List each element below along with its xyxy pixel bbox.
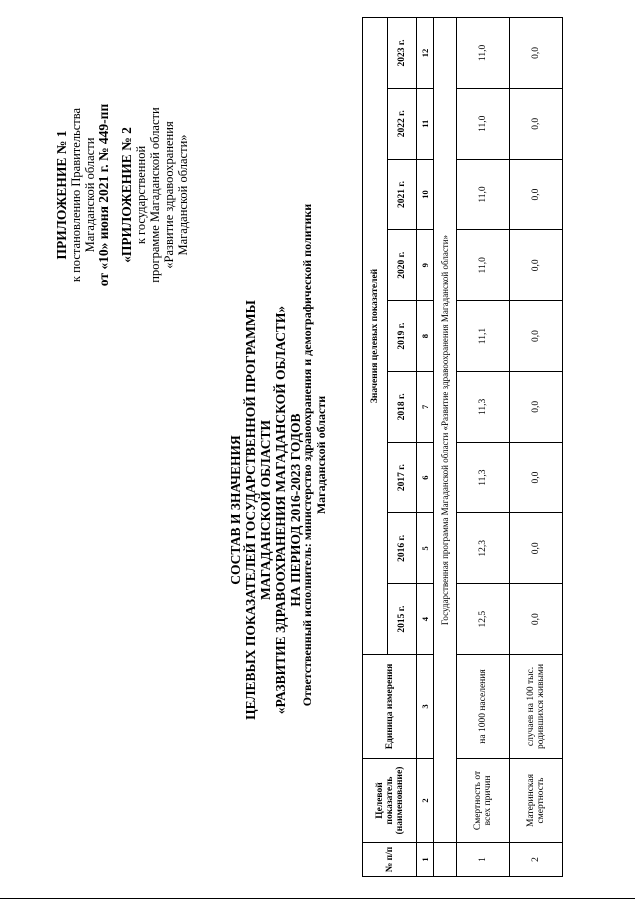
header-indicator: Целевой показатель (наименование)	[363, 759, 417, 843]
row-value: 0,0	[510, 230, 563, 301]
row-indicator: Материнская смертность	[510, 759, 563, 843]
header-year: 2015 г.	[388, 584, 417, 655]
table-row	[510, 18, 563, 877]
appendix-line: к государственной	[134, 145, 148, 245]
table-header-row	[363, 18, 388, 877]
appendix-line: к постановлению Правительства	[69, 107, 83, 283]
col-number: 10	[417, 159, 434, 230]
row-value: 12,3	[457, 513, 510, 584]
appendix-header	[55, 45, 190, 345]
table-row	[457, 18, 510, 877]
executor-line: Магаданской области	[314, 395, 328, 515]
header-year: 2021 г.	[388, 159, 417, 230]
col-number: 8	[417, 301, 434, 372]
header-year: 2023 г.	[388, 18, 417, 89]
row-value: 0,0	[510, 513, 563, 584]
row-unit: случаев на 100 тыс. родившихся живыми	[510, 655, 563, 759]
title-line: ЦЕЛЕВЫХ ПОКАЗАТЕЛЕЙ ГОСУДАРСТВЕННОЙ ПРОГРАММЫ МАГАДАНСКОЙ ОБЛАСТИ	[243, 300, 273, 720]
title-line: СОСТАВ И ЗНАЧЕНИЯ	[228, 435, 243, 585]
header-values-group: Значения целевых показателей	[363, 18, 388, 655]
col-number: 5	[417, 513, 434, 584]
appendix-line: Магаданской области	[83, 137, 97, 253]
appendix-line: программе Магаданской области	[148, 107, 162, 283]
col-number: 3	[417, 655, 434, 759]
row-value: 11,3	[457, 371, 510, 442]
column-number-row	[417, 18, 434, 877]
header-year: 2017 г.	[388, 442, 417, 513]
appendix-line: «Развитие здравоохранения	[162, 121, 176, 269]
col-number: 1	[417, 843, 434, 877]
appendix-subtitle: «ПРИЛОЖЕНИЕ № 2	[119, 127, 134, 263]
row-value: 11,0	[457, 230, 510, 301]
responsible-executor	[300, 155, 328, 755]
header-year: 2022 г.	[388, 88, 417, 159]
page-edge-rule	[0, 898, 635, 899]
appendix-decree-date: от «10» июня 2021 г. № 449-пп	[96, 103, 111, 287]
indicators-table	[362, 17, 563, 877]
col-number: 4	[417, 584, 434, 655]
header-year: 2019 г.	[388, 301, 417, 372]
program-name: Государственная программа Магаданской области «Развитие здравоохранения Магаданской области»	[434, 18, 457, 843]
row-num: 1	[457, 843, 510, 877]
row-indicator: Смертность от всех причин	[457, 759, 510, 843]
appendix-title: ПРИЛОЖЕНИЕ № 1	[54, 130, 69, 260]
title-line: «РАЗВИТИЕ ЗДРАВООХРАНЕНИЯ МАГАДАНСКОЙ ОБЛАСТИ»	[273, 305, 288, 715]
col-number: 6	[417, 442, 434, 513]
col-number: 7	[417, 371, 434, 442]
header-year: 2020 г.	[388, 230, 417, 301]
header-num: № п/п	[363, 843, 417, 877]
row-value: 11,0	[457, 159, 510, 230]
row-value: 0,0	[510, 371, 563, 442]
header-year: 2018 г.	[388, 371, 417, 442]
row-value: 11,0	[457, 88, 510, 159]
row-value: 0,0	[510, 18, 563, 89]
row-value: 0,0	[510, 88, 563, 159]
col-number: 9	[417, 230, 434, 301]
title-line: НА ПЕРИОД 2016-2023 ГОДОВ	[288, 413, 303, 607]
row-unit: на 1000 населения	[457, 655, 510, 759]
appendix-line: Магаданской области»	[176, 134, 190, 256]
row-num: 2	[510, 843, 563, 877]
header-year: 2016 г.	[388, 513, 417, 584]
col-number: 2	[417, 759, 434, 843]
row-value: 0,0	[510, 301, 563, 372]
row-value: 11,3	[457, 442, 510, 513]
executor-line: Ответственный исполнитель: министерство здравоохранения и демографической политики	[300, 203, 314, 707]
row-value: 0,0	[510, 584, 563, 655]
row-value: 11,1	[457, 301, 510, 372]
row-value: 11,0	[457, 18, 510, 89]
header-unit: Единица измерения	[363, 655, 417, 759]
col-number: 12	[417, 18, 434, 89]
row-value: 0,0	[510, 159, 563, 230]
col-number: 11	[417, 88, 434, 159]
row-value: 0,0	[510, 442, 563, 513]
program-row	[434, 18, 457, 877]
row-value: 12,5	[457, 584, 510, 655]
document-title	[228, 275, 303, 745]
